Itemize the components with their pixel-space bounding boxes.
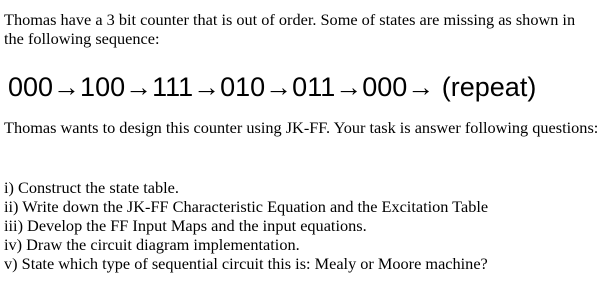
question-item: iii) Develop the FF Input Maps and the input equations. [4, 216, 367, 235]
question-item: i) Construct the state table. [4, 178, 179, 197]
question-item: v) State which type of sequential circuit this is: Mealy or Moore machine? [4, 254, 488, 273]
intro-paragraph: Thomas have a 3 bit counter that is out of order. Some of states are missing as shown in the following sequence: [4, 10, 576, 48]
design-paragraph: Thomas wants to design this counter using JK-FF. Your task is answer following questions: [4, 118, 599, 137]
state-sequence: 000→100→111→010→011→000→ (repeat) [8, 72, 537, 102]
question-item: ii) Write down the JK-FF Characteristic Equation and the Excitation Table [4, 197, 489, 216]
question-list [4, 178, 488, 273]
question-item: iv) Draw the circuit diagram implementation. [4, 235, 300, 254]
